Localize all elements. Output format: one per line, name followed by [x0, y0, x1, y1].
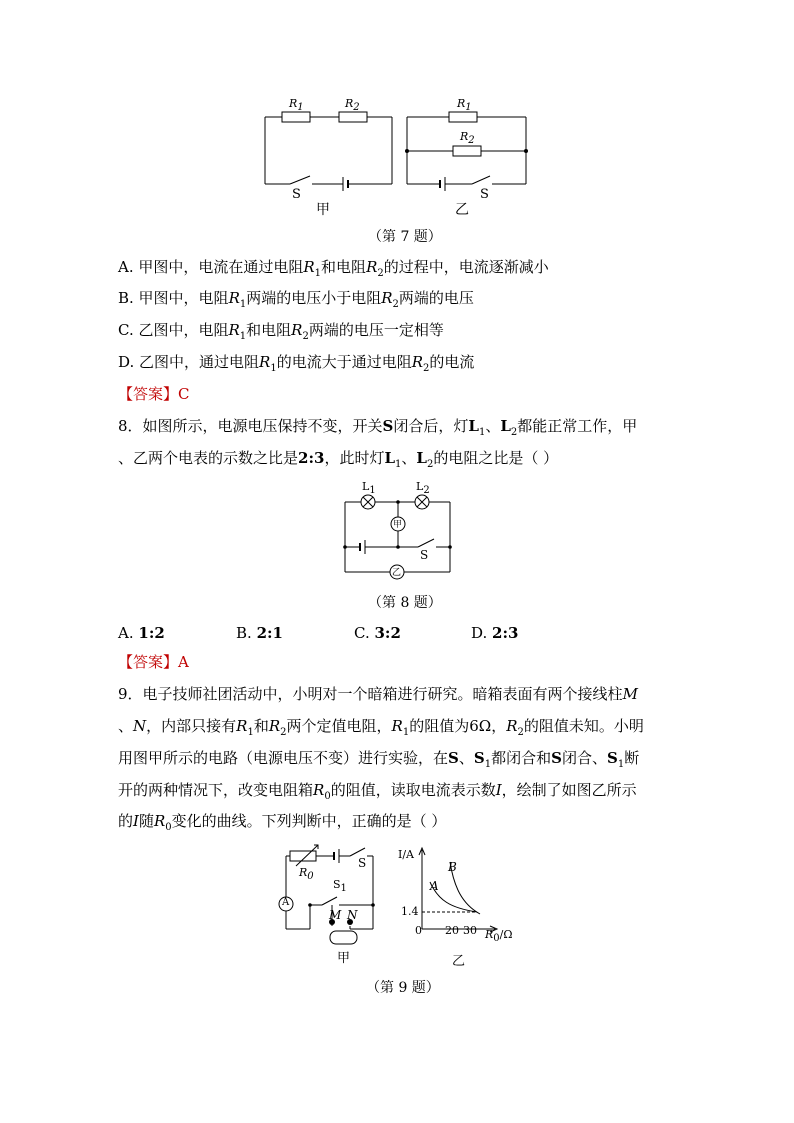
- q7-jia-caption: 甲: [316, 202, 330, 218]
- q8-meter-jia-label: 甲: [393, 520, 403, 530]
- q8-switch-label: S: [420, 548, 429, 562]
- q7-figure-caption: （第 7 题）: [368, 229, 442, 245]
- q9-stem-line4: 开的两种情况下，改变电阻箱$R_0$的阻值，读取电流表示数I，绘制了如图乙所示: [118, 781, 637, 802]
- q9-n-label: N: [347, 908, 358, 922]
- q9-y-tick: 1.4: [401, 905, 419, 918]
- q8-stem-line2: 、乙两个电表的示数之比是2:3，此时灯$L_1$、$L_2$的电阻之比是（ ）: [118, 449, 559, 470]
- q9-origin: 0: [415, 924, 422, 937]
- q7-answer: 【答案】C: [118, 385, 190, 403]
- q7-option-c: C. 乙图中，电阻$R_1$和电阻$R_2$两端的电压一定相等: [118, 321, 444, 342]
- q9-x-axis-label: $R_0/\Omega$: [485, 928, 513, 945]
- black-box: [330, 931, 357, 944]
- q7-yi-r2-label: R: [460, 130, 469, 143]
- q9-jia-caption: 甲: [337, 951, 351, 966]
- q9-x-tick-30: 30: [463, 924, 477, 937]
- q9-m-label: M: [329, 908, 342, 922]
- q7-yi-switch-label: S: [480, 187, 489, 202]
- q8-l2-label: L: [416, 480, 424, 493]
- resistor-r2: [453, 146, 481, 156]
- resistor-r2: [339, 112, 367, 122]
- q8-option-c: C. 3:2: [354, 624, 401, 642]
- q8-figure-caption: （第 8 题）: [368, 595, 442, 611]
- resistor-r1: [282, 112, 310, 122]
- switch-s: [472, 176, 490, 184]
- q7-yi-r1-label: R: [457, 97, 466, 110]
- q9-r0-label: R: [299, 866, 308, 879]
- switch-s: [418, 539, 434, 547]
- q8-stem-line1: 8．如图所示，电源电压保持不变，开关S闭合后，灯$L_1$、$L_2$都能正常工作，甲: [118, 417, 638, 438]
- q9-curve-a-label: A: [430, 879, 439, 893]
- q9-s1-label: S: [333, 878, 341, 891]
- q9-figure-caption: （第 9 题）: [366, 980, 440, 996]
- q7-jia-r2-label: R: [345, 97, 354, 110]
- q8-meter-yi-label: 乙: [392, 568, 402, 578]
- q7-jia-r1-label: R: [289, 97, 298, 110]
- q9-stem-line1: 9．电子技师社团活动中，小明对一个暗箱进行研究。暗箱表面有两个接线柱M: [118, 685, 638, 703]
- q7-jia-switch-label: S: [292, 187, 301, 202]
- q7-circuit-jia: [260, 92, 400, 217]
- q9-x-tick-20: 20: [445, 924, 459, 937]
- q8-answer: 【答案】A: [118, 653, 189, 671]
- q7-yi-caption: 乙: [455, 202, 469, 218]
- switch-s: [350, 848, 365, 856]
- q9-ammeter-label: A: [282, 897, 290, 908]
- resistor-r1: [449, 112, 477, 122]
- q9-stem-line2: 、N，内部只接有$R_1$和$R_2$两个定值电阻，$R_1$的阻值为6Ω，$R_2$的阻值未知。小明: [118, 717, 644, 738]
- switch-s1: [322, 897, 337, 905]
- q9-y-axis-label: I/A: [398, 848, 414, 861]
- q8-l1-label: L: [362, 480, 370, 493]
- q7-circuit-yi: [402, 92, 542, 217]
- q8-option-d: D. 2:3: [471, 624, 519, 642]
- q9-curve-b-label: B: [448, 860, 457, 874]
- q9-stem-line5: 的I随$R_0$变化的曲线。下列判断中，正确的是（ ）: [118, 812, 447, 833]
- q8-option-b: B. 2:1: [236, 624, 283, 642]
- q7-option-a: A. 甲图中，电流在通过电阻$R_1$和电阻$R_2$的过程中，电流逐渐减小: [118, 258, 549, 279]
- q8-option-a: A. 1:2: [118, 624, 165, 642]
- q9-stem-line3: 用图甲所示的电路（电源电压不变）进行实验，在S、$S_1$都闭合和S闭合、$S_1$断: [118, 749, 640, 770]
- q7-option-d: D. 乙图中，通过电阻$R_1$的电流大于通过电阻$R_2$的电流: [118, 353, 475, 374]
- switch-s: [290, 176, 310, 184]
- q7-option-b: B. 甲图中，电阻$R_1$两端的电压小于电阻$R_2$两端的电压: [118, 289, 474, 310]
- q9-s-label: S: [358, 856, 367, 870]
- q9-yi-caption: 乙: [452, 954, 466, 969]
